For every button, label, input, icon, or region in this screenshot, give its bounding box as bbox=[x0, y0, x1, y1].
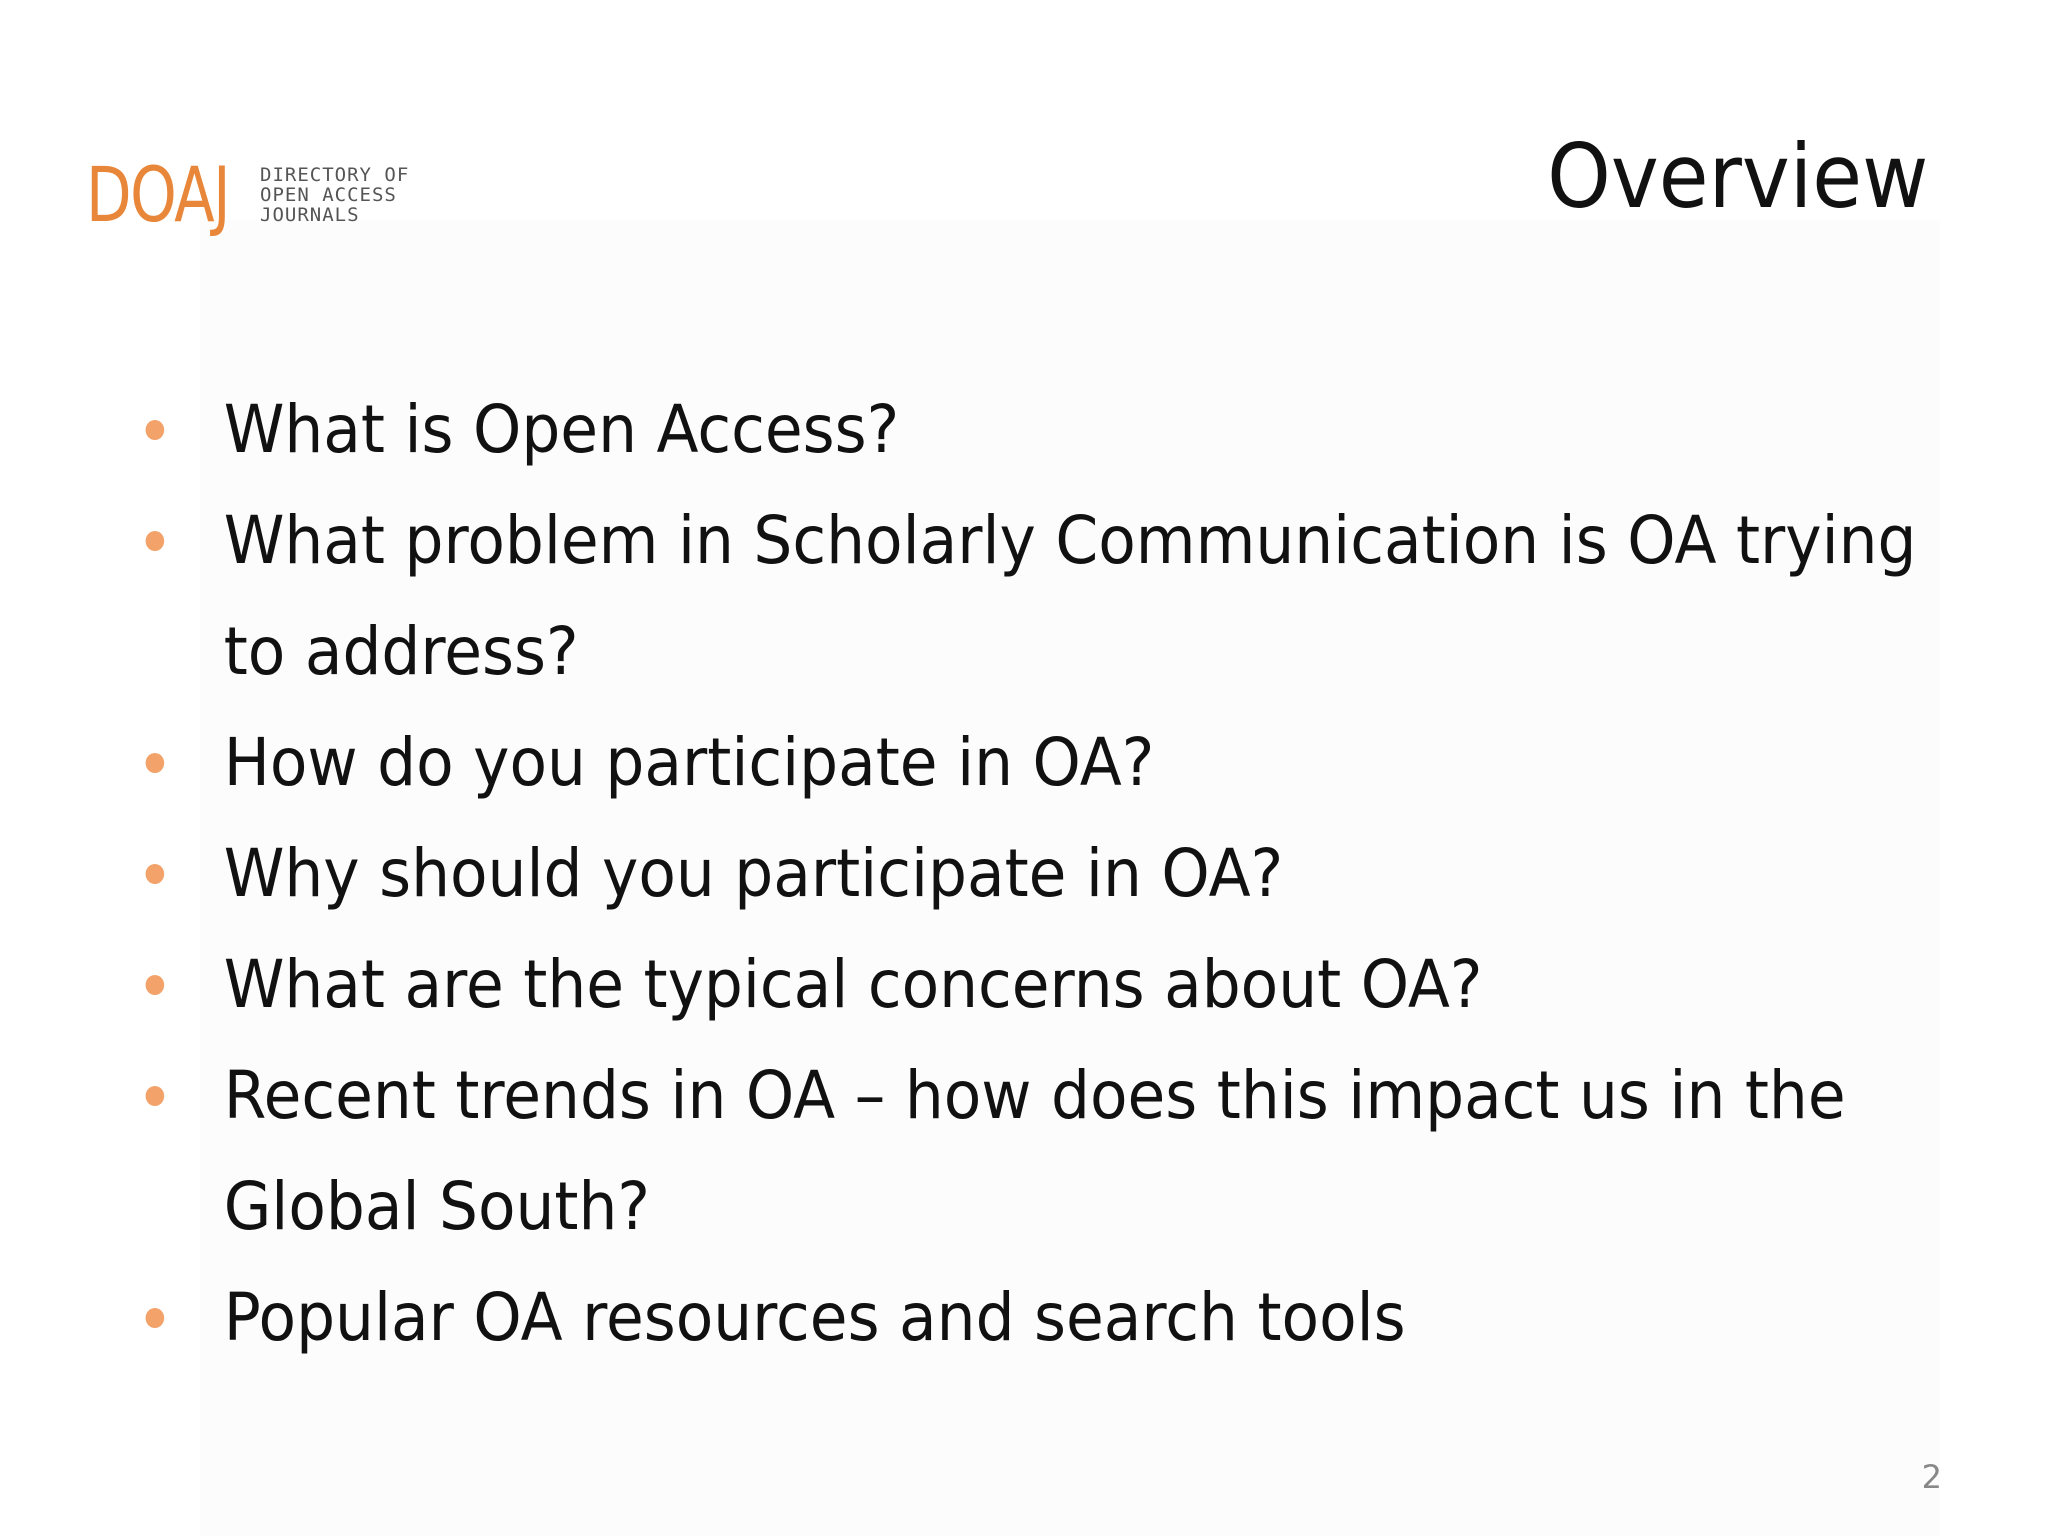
bullet-item bbox=[140, 374, 1963, 485]
bullet-dot-icon bbox=[146, 1308, 165, 1328]
bullet-text: Recent trends in OA – how does this impact us in the Global South? bbox=[223, 1057, 1846, 1245]
bullet-item bbox=[140, 818, 1963, 929]
bullet-item bbox=[140, 1040, 1963, 1262]
bullet-dot-icon bbox=[146, 975, 165, 995]
page-number: 2 bbox=[1921, 1458, 1942, 1496]
bullet-item bbox=[140, 707, 1963, 818]
bullet-list bbox=[140, 374, 1917, 1373]
bullet-text: What is Open Access? bbox=[223, 391, 900, 468]
bullet-dot-icon bbox=[146, 753, 165, 773]
bullet-item bbox=[140, 929, 1963, 1040]
bullet-dot-icon bbox=[146, 1086, 165, 1106]
bullet-item bbox=[140, 1262, 1963, 1373]
logo-mark: DOAJ bbox=[86, 150, 230, 239]
bullet-text: How do you participate in OA? bbox=[223, 724, 1155, 801]
bullet-dot-icon bbox=[146, 864, 165, 884]
doaj-logo bbox=[86, 150, 410, 239]
logo-wordmark bbox=[260, 165, 409, 225]
bullet-text: What are the typical concerns about OA? bbox=[223, 946, 1483, 1023]
logo-line-3: JOURNALS bbox=[260, 204, 360, 226]
logo-line-2: OPEN ACCESS bbox=[260, 184, 397, 206]
bullet-text: Popular OA resources and search tools bbox=[223, 1279, 1406, 1356]
slide-title: Overview bbox=[1546, 125, 1928, 228]
logo-line-1: DIRECTORY OF bbox=[260, 164, 410, 186]
bullet-text: What problem in Scholarly Communication is OA trying to address? bbox=[223, 502, 1917, 690]
bullet-dot-icon bbox=[146, 531, 165, 551]
bullet-dot-icon bbox=[146, 420, 165, 440]
bullet-item bbox=[140, 485, 1963, 707]
bullet-text: Why should you participate in OA? bbox=[223, 835, 1284, 912]
